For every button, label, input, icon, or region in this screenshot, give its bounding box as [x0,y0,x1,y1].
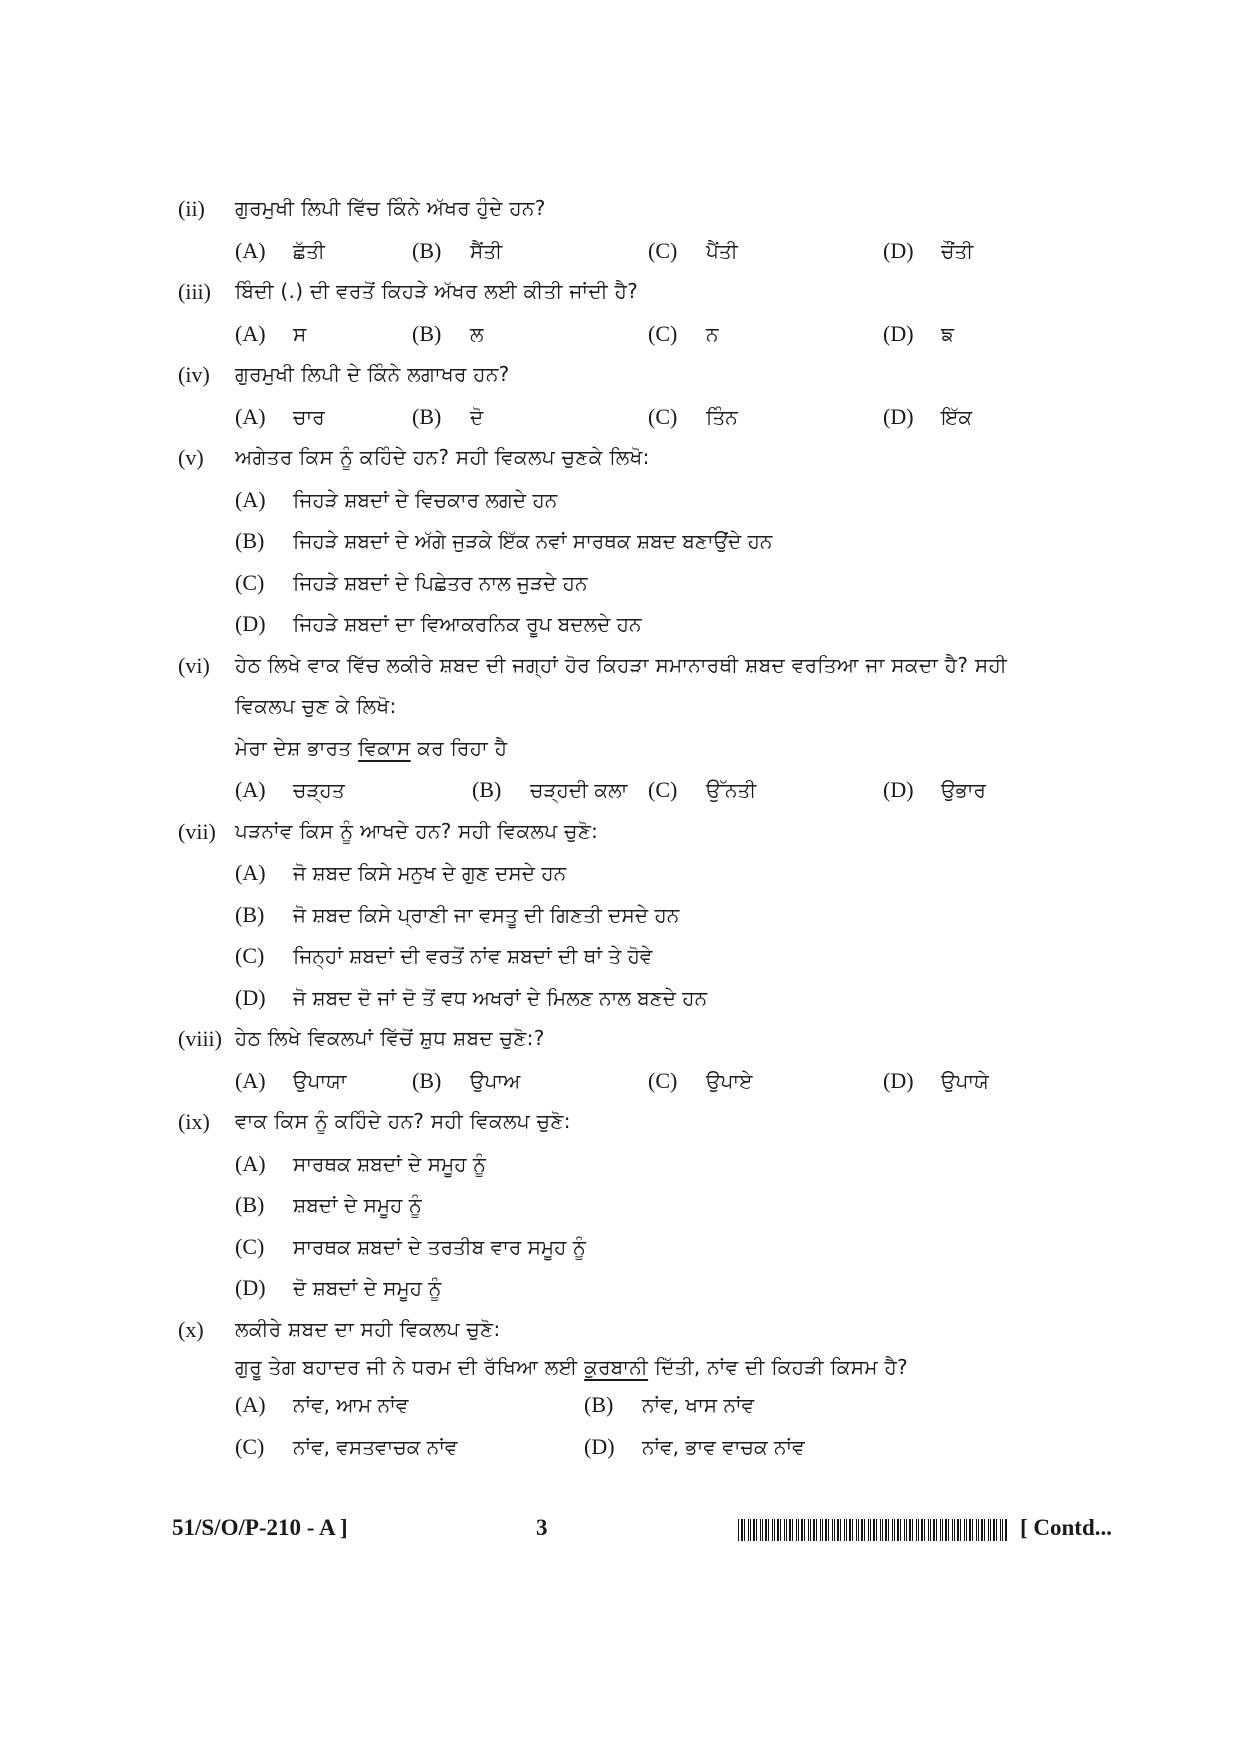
option-c [648,769,756,812]
question-text: ਲਕੀਰੇ ਸ਼ਬਦ ਦਾ ਸਹੀ ਵਿਕਲਪ ਚੁਣੋ: [235,1316,501,1341]
question-iii [0,271,1240,354]
question-ix [0,1101,1240,1309]
option-text: ਜਿਹੜੇ ਸ਼ਬਦਾਂ ਦੇ ਵਿਚਕਾਰ ਲਗਦੇ ਹਨ [293,487,558,512]
option-text: ਚੜ੍ਹਤ [293,778,345,802]
option-label: (B) [412,1067,442,1093]
option-text: ਇੱਕ [941,404,973,429]
option-label: (B) [412,320,442,346]
option-text: ਸੈਂਤੀ [470,238,503,263]
option-label: (B) [235,1192,265,1217]
sentence-post: ਕਰ ਰਿਹਾ ਹੈ [410,735,508,760]
option-label: (C) [235,943,265,968]
option-label: (D) [235,611,266,636]
option-text: ਜਿਨ੍ਹਾਂ ਸ਼ਬਦਾਂ ਦੀ ਵਰਤੋਂ ਨਾਂਵ ਸ਼ਬਦਾਂ ਦੀ ਥਾਂ ਤੇ ਹੋਵੇ [293,944,653,968]
question-number: (x) [178,1316,204,1342]
option-label: (C) [235,569,265,595]
option-a [235,1384,408,1427]
option-label: (C) [235,1233,265,1259]
option-label: (C) [235,1433,265,1459]
option-b [412,396,483,439]
question-ii [0,188,1240,271]
option-b [584,1384,754,1427]
option-text: ਜਿਹੜੇ ਸ਼ਬਦਾਂ ਦੇ ਪਿਛੇਤਰ ਨਾਲ ਜੁੜਦੇ ਹਨ [293,570,588,595]
example-sentence [235,1350,908,1384]
option-text: ਉਪਾਯਾ [293,1068,347,1093]
option-text: ਸ [293,321,307,346]
option-a [235,479,557,522]
paper-code: 51/S/O/P-210 - A ] [172,1515,348,1540]
question-number: (ii) [178,196,205,221]
option-text: ਉਪਾਅ [470,1068,521,1093]
option-text: ਙ [941,321,954,346]
option-a [235,1143,486,1186]
option-c [235,1426,457,1469]
option-label: (C) [648,777,678,802]
option-label: (B) [235,901,265,927]
continued-label: [ Contd... [1020,1515,1113,1540]
question-viii [0,1018,1240,1101]
option-text: ਲ [470,321,484,346]
option-text: ਸ਼ਬਦਾਂ ਦੇ ਸਮੂਹ ਨੂੰ [293,1193,422,1217]
option-d [883,1060,989,1103]
question-list [0,188,1240,1467]
option-b [412,313,484,356]
option-label: (C) [648,320,678,346]
option-label: (B) [235,528,265,553]
underlined-word: ਵਿਕਾਸ [358,735,411,760]
option-text: ਤਿੰਨ [706,404,738,429]
question-text: ਹੇਠ ਲਿਖੇ ਵਿਕਲਪਾਂ ਵਿੱਚੋਂ ਸ਼ੁਧ ਸ਼ਬਦ ਚੁਣੋ:? [235,1026,545,1050]
option-label: (D) [235,1275,266,1300]
option-d [584,1426,805,1469]
option-text: ਦੋ ਸ਼ਬਦਾਂ ਦੇ ਸਮੂਹ ਨੂੰ [293,1276,442,1300]
option-text: ਨਾਂਵ, ਭਾਵ ਵਾਚਕ ਨਾਂਵ [642,1434,805,1459]
option-text: ਪੈਂਤੀ [706,238,738,263]
option-text: ਉਪਾਯੇ [941,1068,989,1093]
option-c [648,1060,752,1103]
question-text: ਗੁਰਮੁਖੀ ਲਿਪੀ ਵਿੱਚ ਕਿੰਨੇ ਅੱਖਰ ਹੁੰਦੇ ਹਨ? [235,196,546,220]
question-text: ਪੜਨਾਂਵ ਕਿਸ ਨੂੰ ਆਖਦੇ ਹਨ? ਸਹੀ ਵਿਕਲਪ ਚੁਣੋ: [235,818,599,843]
question-number: (ix) [178,1109,210,1134]
option-label: (D) [883,777,914,802]
question-number: (iv) [178,362,210,387]
option-label: (A) [235,486,266,512]
option-text: ਉਭਾਰ [941,778,986,802]
option-b [472,769,627,812]
option-d [883,769,986,812]
option-a [235,769,345,812]
option-text: ਜਿਹੜੇ ਸ਼ਬਦਾਂ ਦੇ ਅੱਗੇ ਜੁੜਕੇ ਇੱਕ ਨਵਾਂ ਸਾਰਥਕ ਸ਼ਬਦ ਬਣਾਉਂਦੇ ਹਨ [293,529,773,553]
option-text: ਨਾਂਵ, ਆਮ ਨਾਂਵ [293,1393,409,1417]
option-label: (B) [412,237,442,263]
option-a [235,313,306,356]
question-vi [0,645,1240,811]
option-c [235,935,652,978]
question-v [0,437,1240,645]
option-text: ਚੜ੍ਹਦੀ ਕਲਾ [530,778,628,802]
question-vii [0,811,1240,1019]
option-c [235,1226,586,1269]
option-text: ਜੋ ਸ਼ਬਦ ਦੋ ਜਾਂ ਦੋ ਤੋਂ ਵਧ ਅਖਰਾਂ ਦੇ ਮਿਲਣ ਨਾਲ ਬਣਦੇ ਹਨ [293,985,708,1010]
option-d [235,1267,441,1310]
option-label: (D) [235,984,266,1010]
option-label: (D) [584,1433,615,1459]
option-text: ਨ [706,321,719,346]
option-b [235,894,679,937]
option-a [235,852,566,895]
option-label: (D) [883,320,914,346]
option-text: ਉੱਨਤੀ [706,778,757,802]
option-text: ਨਾਂਵ, ਖਾਸ ਨਾਂਵ [642,1393,755,1417]
option-text: ਸਾਰਥਕ ਸ਼ਬਦਾਂ ਦੇ ਸਮੂਹ ਨੂੰ [293,1151,486,1176]
question-text: ਗੁਰਮੁਖੀ ਲਿਪੀ ਦੇ ਕਿੰਨੇ ਲਗਾਖਰ ਹਨ? [235,362,510,386]
option-label: (A) [235,1067,266,1093]
option-b [235,1184,422,1227]
underlined-word: ਕੁਰਬਾਨੀ [584,1355,649,1379]
sentence-post: ਦਿੱਤੀ, ਨਾਂਵ ਦੀ ਕਿਹੜੀ ਕਿਸਮ ਹੈ? [648,1355,908,1379]
question-text-continued: ਵਿਕਲਪ ਚੁਣ ਕੇ ਲਿਖੋ: [235,694,397,718]
option-label: (D) [883,403,914,429]
question-text: ਅਗੇਤਰ ਕਿਸ ਨੂੰ ਕਹਿੰਦੇ ਹਨ? ਸਹੀ ਵਿਕਲਪ ਚੁਣਕੇ ਲਿਖੋ: [235,445,650,469]
option-label: (A) [235,1392,266,1417]
option-a [235,230,325,273]
sentence-pre: ਮੇਰਾ ਦੇਸ਼ ਭਾਰਤ [235,735,359,760]
option-label: (C) [648,237,678,263]
option-text: ਛੱਤੀ [293,238,325,263]
option-a [235,396,325,439]
option-a [235,1060,346,1103]
question-x [0,1309,1240,1468]
option-label: (B) [412,403,442,429]
option-c [648,313,719,356]
question-text: ਵਾਕ ਕਿਸ ਨੂੰ ਕਹਿੰਦੇ ਹਨ? ਸਹੀ ਵਿਕਲਪ ਚੁਣੋ: [235,1109,571,1133]
question-text: ਬਿੰਦੀ (.) ਦੀ ਵਰਤੋਂ ਕਿਹੜੇ ਅੱਖਰ ਲਈ ਕੀਤੀ ਜਾਂਦੀ ਹੈ? [235,279,639,303]
option-text: ਨਾਂਵ, ਵਸਤਵਾਚਕ ਨਾਂਵ [293,1434,458,1459]
barcode-icon [738,1519,1008,1541]
option-label: (C) [648,403,678,429]
option-label: (D) [883,1067,914,1093]
option-b [412,230,502,273]
option-text: ਚਾਰ [293,404,325,429]
option-text: ਜੋ ਸ਼ਬਦ ਕਿਸੇ ਮਨੁਖ ਦੇ ਗੁਣ ਦਸਦੇ ਹਨ [293,861,567,885]
option-label: (B) [584,1392,614,1417]
option-text: ਜੋ ਸ਼ਬਦ ਕਿਸੇ ਪ੍ਰਾਣੀ ਜਾ ਵਸਤੂ ਦੀ ਗਿਣਤੀ ਦਸਦੇ ਹਨ [293,902,680,927]
option-label: (A) [235,320,266,346]
option-text: ਚੌਂਤੀ [941,238,974,263]
option-label: (A) [235,860,266,885]
question-text: ਹੇਠ ਲਿਖੇ ਵਾਕ ਵਿੱਚ ਲਕੀਰੇ ਸ਼ਬਦ ਦੀ ਜਗ੍ਹਾਂ ਹੋਰ ਕਿਹੜਾ ਸਮਾਨਾਰਥੀ ਸ਼ਬਦ ਵਰਤਿਆ ਜਾ ਸਕਦਾ ਹੈ? ਸਹੀ [235,652,1008,677]
question-number: (vii) [178,818,216,844]
option-label: (C) [648,1067,678,1093]
option-text: ਸਾਰਥਕ ਸ਼ਬਦਾਂ ਦੇ ਤਰਤੀਬ ਵਾਰ ਸਮੂਹ ਨੂੰ [293,1234,586,1259]
example-sentence [235,728,507,770]
option-text: ਦੋ [470,404,484,429]
option-c [648,396,738,439]
page-number: 3 [536,1515,548,1540]
option-label: (A) [235,237,266,263]
option-d [235,603,642,646]
option-d [235,977,707,1020]
question-number: (v) [178,445,204,470]
option-b [235,520,772,563]
sentence-pre: ਗੁਰੂ ਤੇਗ ਬਹਾਦਰ ਜੀ ਨੇ ਧਰਮ ਦੀ ਰੱਖਿਆ ਲਈ [235,1355,585,1379]
option-text: ਜਿਹੜੇ ਸ਼ਬਦਾਂ ਦਾ ਵਿਆਕਰਨਿਕ ਰੂਪ ਬਦਲਦੇ ਹਨ [293,612,642,636]
page-footer [0,1515,1240,1555]
option-label: (A) [235,1150,266,1176]
option-b [412,1060,520,1103]
option-label: (A) [235,403,266,429]
option-label: (B) [472,777,502,802]
option-d [883,396,972,439]
option-c [648,230,738,273]
question-number: (viii) [178,1026,222,1051]
option-label: (D) [883,237,914,263]
option-d [883,313,954,356]
question-number: (vi) [178,652,210,678]
option-c [235,562,587,605]
option-label: (A) [235,777,266,802]
question-iv [0,354,1240,437]
question-number: (iii) [178,279,211,304]
option-text: ਉਪਾਏ [706,1068,753,1093]
option-d [883,230,973,273]
